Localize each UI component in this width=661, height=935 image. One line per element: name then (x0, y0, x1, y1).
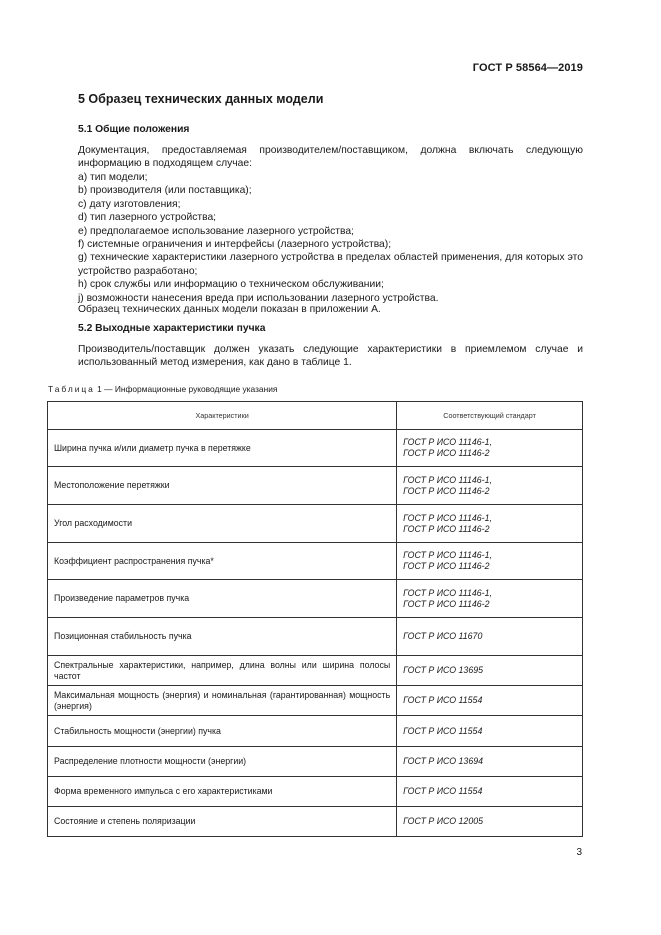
standard-reference: ГОСТ Р ИСО 11670 (403, 631, 483, 641)
beam-paragraph: Производитель/поставщик должен указать следующие характеристики в приемлемом случае и использованный метод измерения, как дано в таблице 1. (78, 344, 583, 369)
characteristic-cell: Произведение параметров пучка (48, 580, 397, 618)
requirement-item: a) тип модели; (78, 172, 148, 183)
requirement-item: e) предполагаемое использование лазерного устройства; (78, 225, 354, 237)
requirement-item: h) срок службы или информацию о техническом обслуживании; (78, 279, 384, 291)
general-closing-paragraph: Образец технических данных модели показан в приложении А. (78, 304, 381, 315)
general-intro-paragraph: Документация, предоставляемая производителем/поставщиком, должна включать следующую информацию в подходящем случае: (78, 145, 583, 170)
subsection-title-beam: 5.2 Выходные характеристики пучка (78, 323, 266, 334)
requirement-item: b) производителя (или поставщика); (78, 185, 252, 197)
requirement-item: f) системные ограничения и интерфейсы (лазерного устройства); (78, 239, 392, 251)
requirement-item: j) возможности нанесения вреда при использовании лазерного устройства. (78, 292, 439, 304)
requirement-item: g) технические характеристики лазерного устройства в пределах областей применения, для которых это устройство разработано; (78, 252, 583, 277)
standard-reference: ГОСТ Р ИСО 11554 (403, 695, 483, 705)
table-row (48, 505, 583, 543)
standard-cell (397, 747, 583, 777)
standard-reference: ГОСТ Р ИСО 11146-1, (403, 550, 492, 560)
characteristics-table (47, 401, 583, 837)
page-number: 3 (576, 847, 582, 858)
requirements-list (78, 171, 583, 305)
standard-reference: ГОСТ Р ИСО 11146-1, (403, 437, 492, 447)
table-caption-text: 1 — Информационные руководящие указания (97, 384, 278, 394)
standard-cell (397, 686, 583, 716)
standard-cell (397, 543, 583, 580)
characteristic-cell: Коэффициент распространения пучка* (48, 543, 397, 580)
document-code: ГОСТ Р 58564—2019 (472, 62, 583, 74)
standard-cell (397, 467, 583, 505)
table-caption (48, 384, 277, 394)
standard-cell (397, 716, 583, 747)
header-characteristics: Характеристики (48, 402, 397, 430)
table-row (48, 716, 583, 747)
table-row (48, 467, 583, 505)
characteristic-cell: Угол расходимости (48, 505, 397, 543)
requirement-item: c) дату изготовления; (78, 198, 181, 210)
standard-reference: ГОСТ Р ИСО 11554 (403, 786, 483, 796)
standard-cell (397, 807, 583, 837)
standard-reference: ГОСТ Р ИСО 11146-2 (403, 448, 490, 458)
standard-reference: ГОСТ Р ИСО 13695 (403, 665, 483, 675)
standard-reference: ГОСТ Р ИСО 11146-2 (403, 561, 490, 571)
characteristic-cell: Максимальная мощность (энергия) и номинальная (гарантированная) мощность (энергия) (48, 686, 397, 716)
characteristic-cell: Состояние и степень поляризации (48, 807, 397, 837)
standard-cell (397, 777, 583, 807)
standard-cell (397, 430, 583, 467)
requirement-item: d) тип лазерного устройства; (78, 212, 217, 224)
characteristic-cell: Стабильность мощности (энергии) пучка (48, 716, 397, 747)
table-caption-label: Таблица (48, 384, 95, 394)
standard-reference: ГОСТ Р ИСО 11146-2 (403, 523, 490, 534)
characteristic-cell: Позиционная стабильность пучка (48, 618, 397, 656)
standard-reference: ГОСТ Р ИСО 12005 (403, 816, 483, 826)
standard-cell (397, 656, 583, 686)
standard-reference: ГОСТ Р ИСО 11146-2 (403, 485, 490, 496)
characteristic-cell: Ширина пучка и/или диаметр пучка в перетяжке (48, 430, 397, 467)
table-row (48, 430, 583, 467)
table-row (48, 777, 583, 807)
standard-reference: ГОСТ Р ИСО 11146-2 (403, 598, 490, 609)
standard-reference: ГОСТ Р ИСО 13694 (403, 756, 483, 766)
table-row (48, 807, 583, 837)
table-row (48, 543, 583, 580)
standard-cell (397, 580, 583, 618)
table-row (48, 747, 583, 777)
standard-cell (397, 618, 583, 656)
table-header-row (48, 402, 583, 430)
section-title: 5 Образец технических данных модели (78, 92, 324, 106)
subsection-title-general: 5.1 Общие положения (78, 124, 190, 135)
table-row (48, 580, 583, 618)
table-row (48, 686, 583, 716)
characteristic-cell: Форма временного импульса с его характеристиками (48, 777, 397, 807)
header-standard: Соответствующий стандарт (397, 402, 583, 430)
standard-reference: ГОСТ Р ИСО 11146-1, (403, 587, 492, 598)
standard-cell (397, 505, 583, 543)
standard-reference: ГОСТ Р ИСО 11146-1, (403, 474, 492, 485)
characteristic-cell: Спектральные характеристики, например, длина волны или ширина полосы частот (48, 656, 397, 686)
characteristic-cell: Распределение плотности мощности (энергии) (48, 747, 397, 777)
table-row (48, 618, 583, 656)
table-row (48, 656, 583, 686)
standard-reference: ГОСТ Р ИСО 11146-1, (403, 512, 492, 523)
standard-reference: ГОСТ Р ИСО 11554 (403, 725, 483, 736)
characteristic-cell: Местоположение перетяжки (48, 467, 397, 505)
